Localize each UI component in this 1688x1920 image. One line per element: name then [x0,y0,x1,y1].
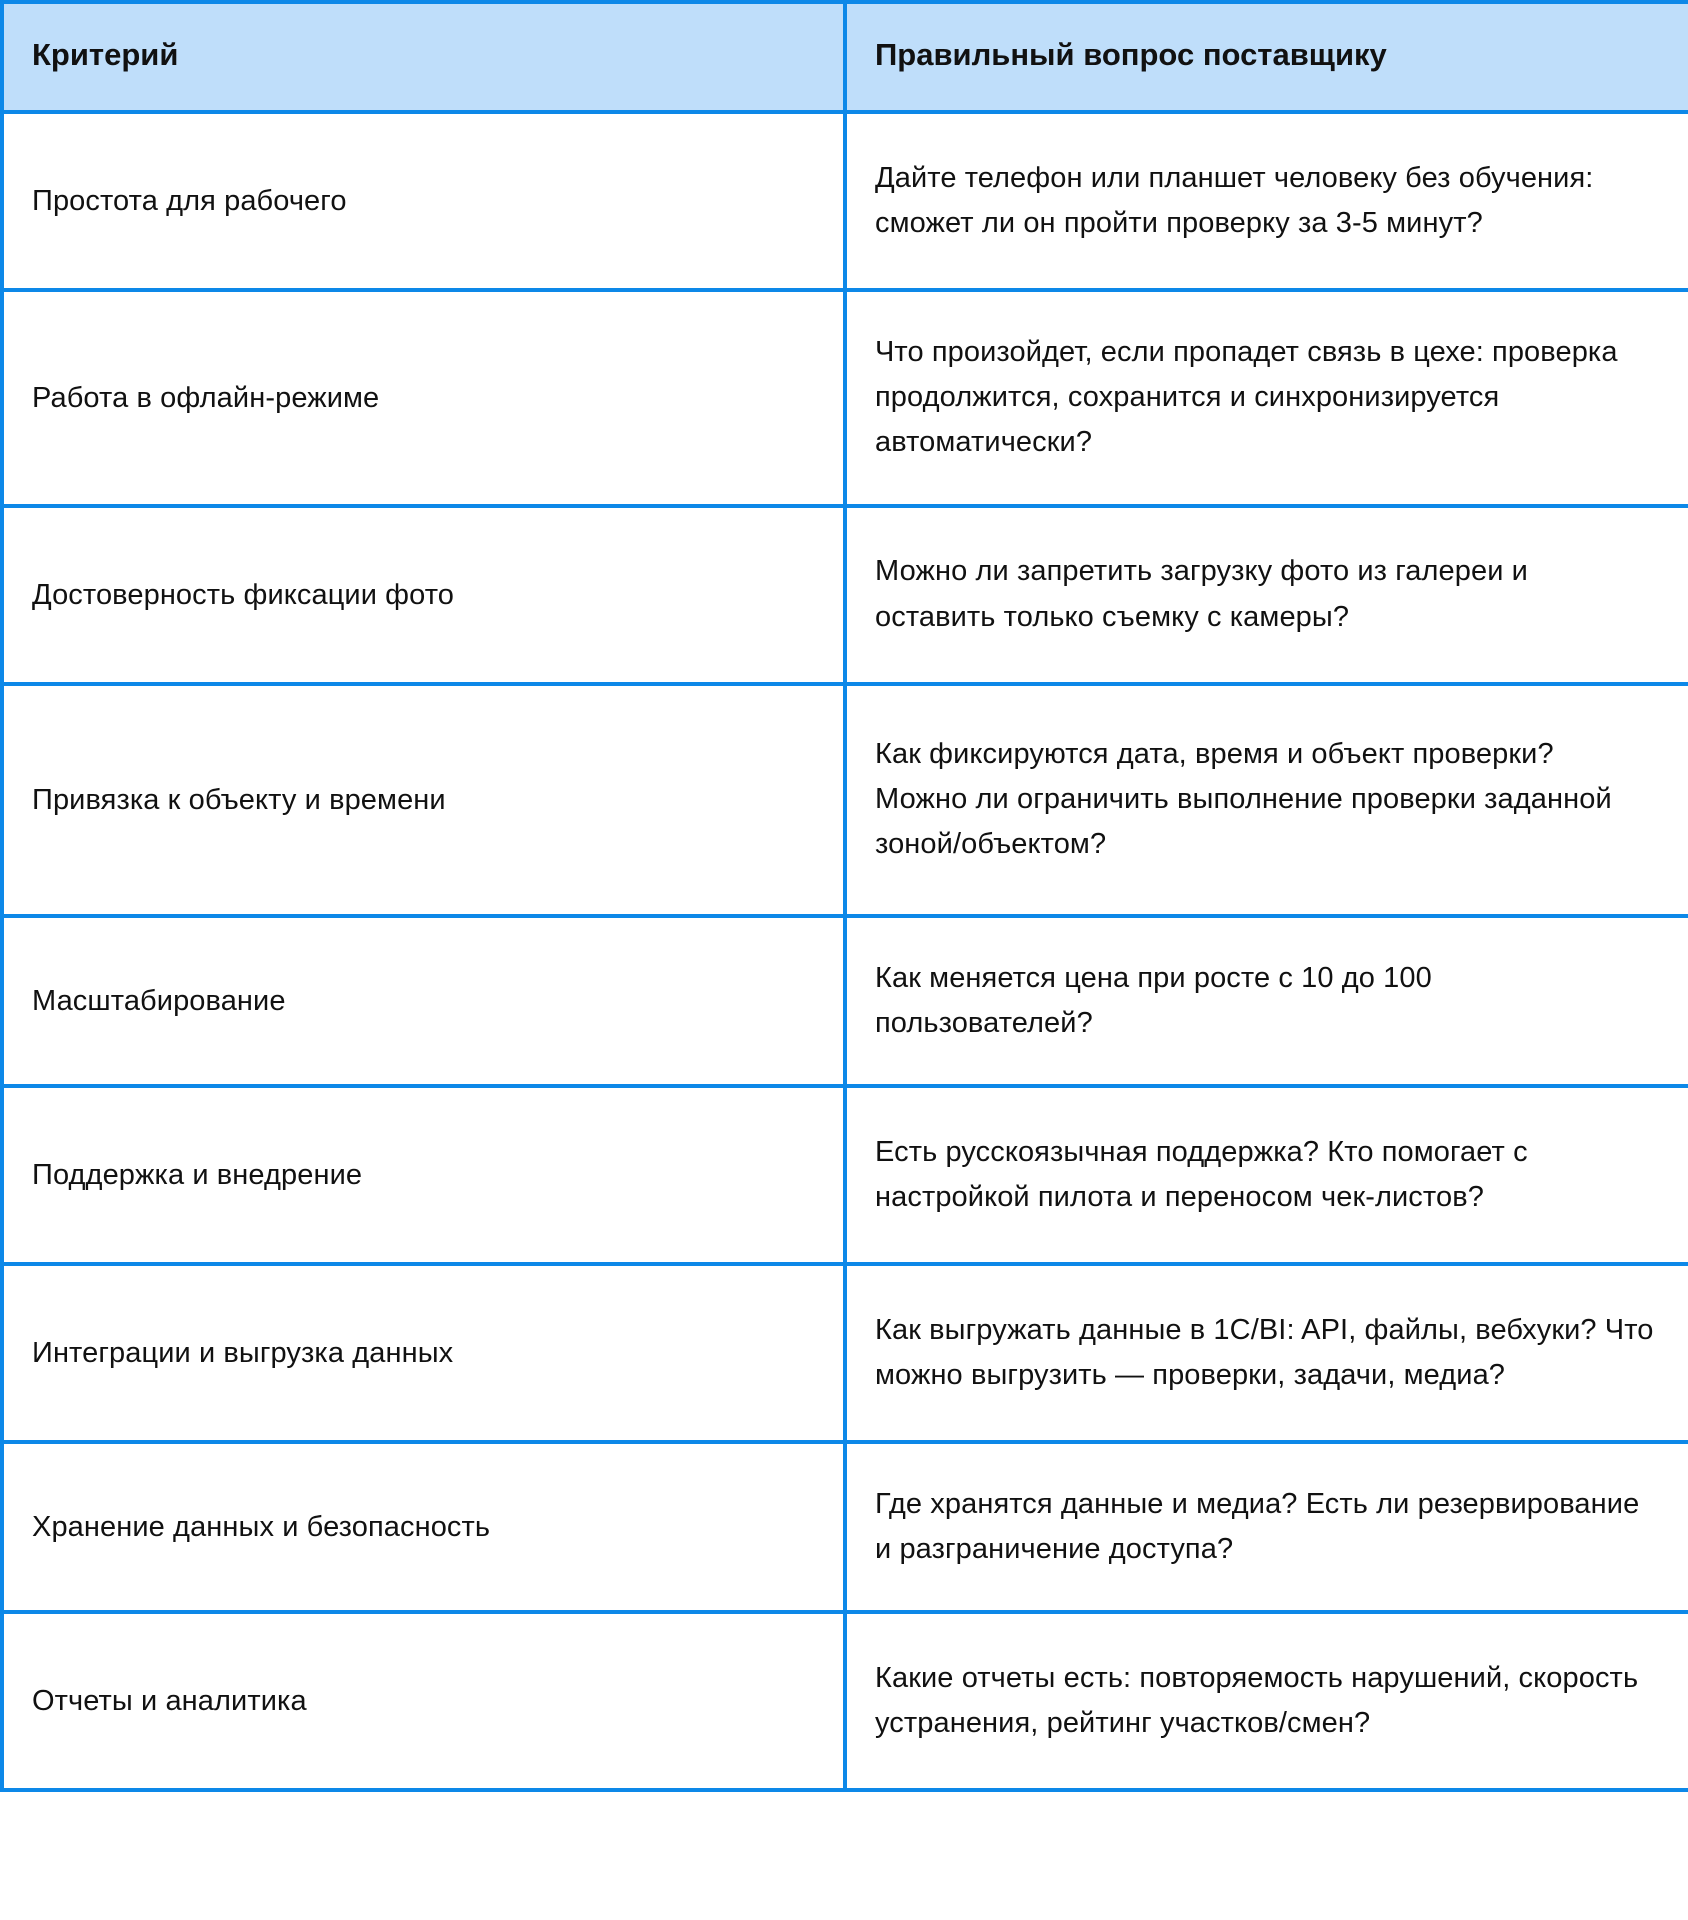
table-row [2,1612,1688,1790]
cell-question: Как меняется цена при росте с 10 до 100 пользователей? [845,916,1688,1086]
cell-criterion: Интеграции и выгрузка данных [2,1264,845,1442]
table-row [2,112,1688,290]
table-header [2,2,1688,112]
cell-question: Какие отчеты есть: повторяемость нарушений, скорость устранения, рейтинг участков/смен? [845,1612,1688,1790]
column-header-question: Правильный вопрос поставщику [845,2,1688,112]
cell-criterion: Поддержка и внедрение [2,1086,845,1264]
cell-question: Можно ли запретить загрузку фото из галереи и оставить только съемку с камеры? [845,506,1688,684]
cell-question: Дайте телефон или планшет человеку без обучения: сможет ли он пройти проверку за 3-5 минут? [845,112,1688,290]
cell-criterion: Масштабирование [2,916,845,1086]
table-row [2,1442,1688,1612]
cell-question: Как фиксируются дата, время и объект проверки? Можно ли ограничить выполнение проверки заданной зоной/объектом? [845,684,1688,916]
column-header-criterion: Критерий [2,2,845,112]
cell-question: Где хранятся данные и медиа? Есть ли резервирование и разграничение доступа? [845,1442,1688,1612]
table-row [2,1086,1688,1264]
table-row [2,916,1688,1086]
cell-question: Есть русскоязычная поддержка? Кто помогает с настройкой пилота и переносом чек-листов? [845,1086,1688,1264]
table-row [2,1264,1688,1442]
cell-criterion: Работа в офлайн-режиме [2,290,845,506]
cell-criterion: Привязка к объекту и времени [2,684,845,916]
table-body [2,112,1688,1791]
table-row [2,684,1688,916]
table-row [2,290,1688,506]
table-header-row [2,2,1688,112]
cell-question: Как выгружать данные в 1C/BI: API, файлы, вебхуки? Что можно выгрузить — проверки, задачи, медиа? [845,1264,1688,1442]
table-row [2,506,1688,684]
cell-criterion: Отчеты и аналитика [2,1612,845,1790]
cell-question: Что произойдет, если пропадет связь в цехе: проверка продолжится, сохранится и синхронизируется автоматически? [845,290,1688,506]
cell-criterion: Хранение данных и безопасность [2,1442,845,1612]
cell-criterion: Простота для рабочего [2,112,845,290]
cell-criterion: Достоверность фиксации фото [2,506,845,684]
